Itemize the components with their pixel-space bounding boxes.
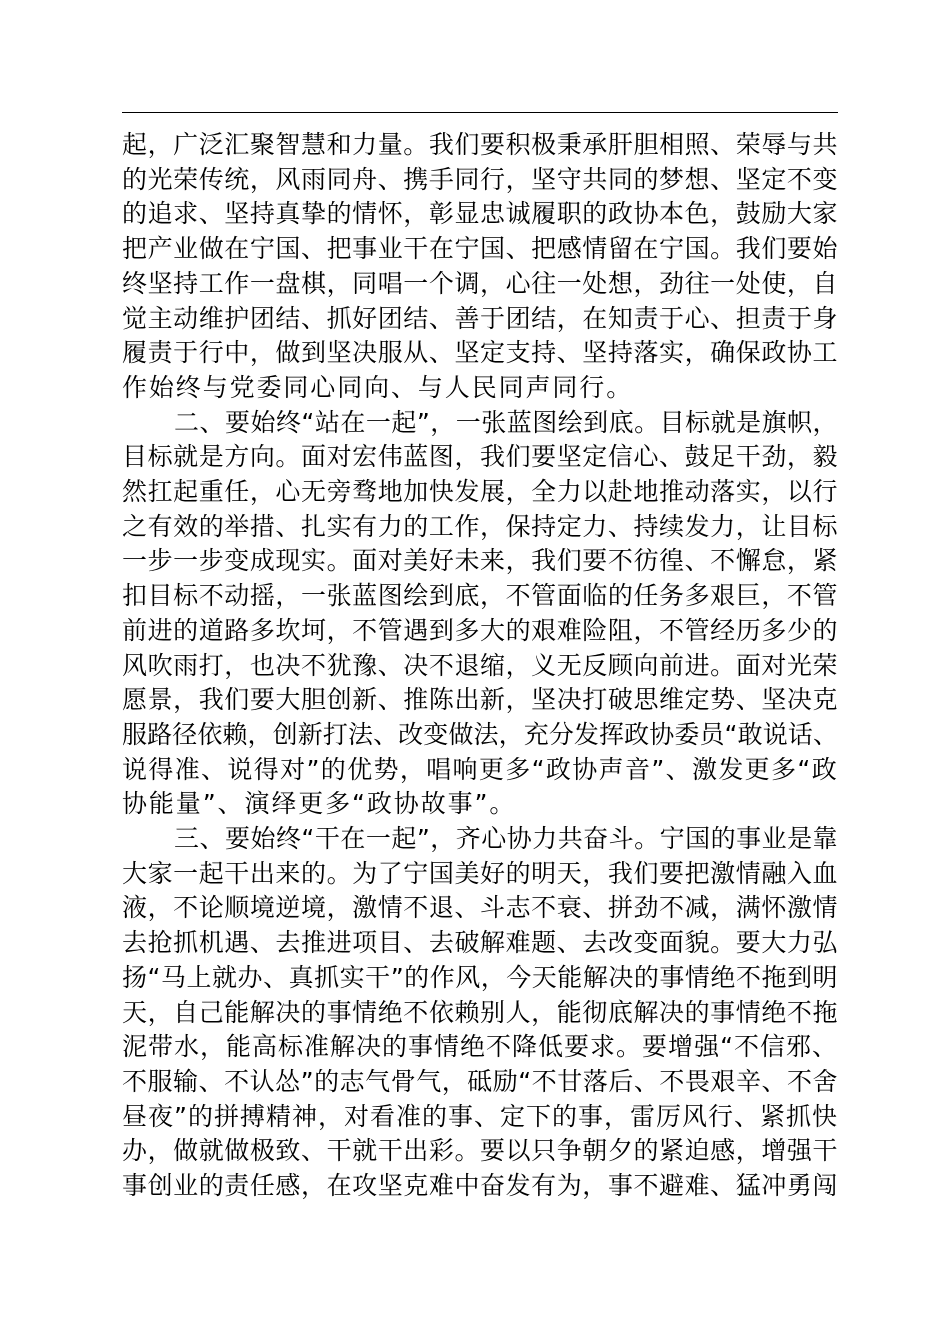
paragraph-line: 三、要始终“干在一起”，齐心协力共奋斗。宁国的事业是靠 (174, 824, 838, 854)
paragraph-line: 服路径依赖，创新打法、改变做法，充分发挥政协委员“敢说话、 (122, 719, 838, 749)
paragraph-line: 作始终与党委同心同向、与人民同声同行。 (122, 372, 634, 402)
paragraph-line: 天，自己能解决的事情绝不依赖别人，能彻底解决的事情绝不拖 (122, 997, 838, 1027)
paragraph-line: 扬“马上就办、真抓实干”的作风，今天能解决的事情绝不拖到明 (122, 962, 838, 992)
paragraph-line: 去抢抓机遇、去推进项目、去破解难题、去改变面貌。要大力弘 (122, 928, 838, 958)
paragraph-line: 前进的道路多坎坷，不管遇到多大的艰难险阻，不管经历多少的 (122, 615, 838, 645)
paragraph-line: 一步一步变成现实。面对美好未来，我们要不彷徨、不懈怠，紧 (122, 546, 838, 576)
paragraph-2 (122, 406, 838, 822)
paragraph-line: 事创业的责任感，在攻坚克难中奋发有为，事不避难、猛冲勇闯 (122, 1171, 838, 1201)
paragraph-line: 办，做就做极致、干就干出彩。要以只争朝夕的紧迫感，增强干 (122, 1136, 838, 1166)
paragraph-line: 说得准、说得对”的优势，唱响更多“政协声音”、激发更多“政 (122, 754, 838, 784)
paragraph-1 (122, 128, 838, 406)
paragraph-line: 大家一起干出来的。为了宁国美好的明天，我们要把激情融入血 (122, 858, 838, 888)
paragraph-line: 的光荣传统，风雨同舟、携手同行，坚守共同的梦想、坚定不变 (122, 164, 838, 194)
paragraph-line: 然扛起重任，心无旁骛地加快发展，全力以赴地推动落实，以行 (122, 477, 838, 507)
paragraph-line: 风吹雨打，也决不犹豫、决不退缩，义无反顾向前进。面对光荣 (122, 650, 838, 680)
paragraph-line: 不服输、不认怂”的志气骨气，砥励“不甘落后、不畏艰辛、不舍 (122, 1066, 838, 1096)
paragraph-line: 把产业做在宁国、把事业干在宁国、把感情留在宁国。我们要始 (122, 234, 838, 264)
paragraph-line: 愿景，我们要大胆创新、推陈出新，坚决打破思维定势、坚决克 (122, 685, 838, 715)
header-rule (122, 112, 838, 113)
paragraph-line: 之有效的举措、扎实有力的工作，保持定力、持续发力，让目标 (122, 511, 838, 541)
paragraph-line: 泥带水，能高标准解决的事情绝不降低要求。要增强“不信邪、 (122, 1032, 838, 1062)
document-body (122, 128, 838, 1204)
paragraph-line: 目标就是方向。面对宏伟蓝图，我们要坚定信心、鼓足干劲，毅 (122, 442, 838, 472)
paragraph-line: 二、要始终“站在一起”，一张蓝图绘到底。目标就是旗帜， (174, 407, 838, 437)
paragraph-3 (122, 822, 838, 1204)
paragraph-line: 协能量”、演绎更多“政协故事”。 (122, 789, 517, 819)
paragraph-line: 扣目标不动摇，一张蓝图绘到底，不管面临的任务多艰巨，不管 (122, 581, 838, 611)
paragraph-line: 的追求、坚持真挚的情怀，彰显忠诚履职的政协本色，鼓励大家 (122, 199, 838, 229)
paragraph-line: 终坚持工作一盘棋，同唱一个调，心往一处想，劲往一处使，自 (122, 268, 838, 298)
paragraph-line: 履责于行中，做到坚决服从、坚定支持、坚持落实，确保政协工 (122, 338, 838, 368)
paragraph-line: 起，广泛汇聚智慧和力量。我们要积极秉承肝胆相照、荣辱与共 (122, 130, 838, 159)
paragraph-line: 昼夜”的拼搏精神，对看准的事、定下的事，雷厉风行、紧抓快 (122, 1101, 838, 1131)
paragraph-line: 觉主动维护团结、抓好团结、善于团结，在知责于心、担责于身 (122, 303, 838, 333)
paragraph-line: 液，不论顺境逆境，激情不退、斗志不衰、拼劲不减，满怀激情 (122, 893, 838, 923)
